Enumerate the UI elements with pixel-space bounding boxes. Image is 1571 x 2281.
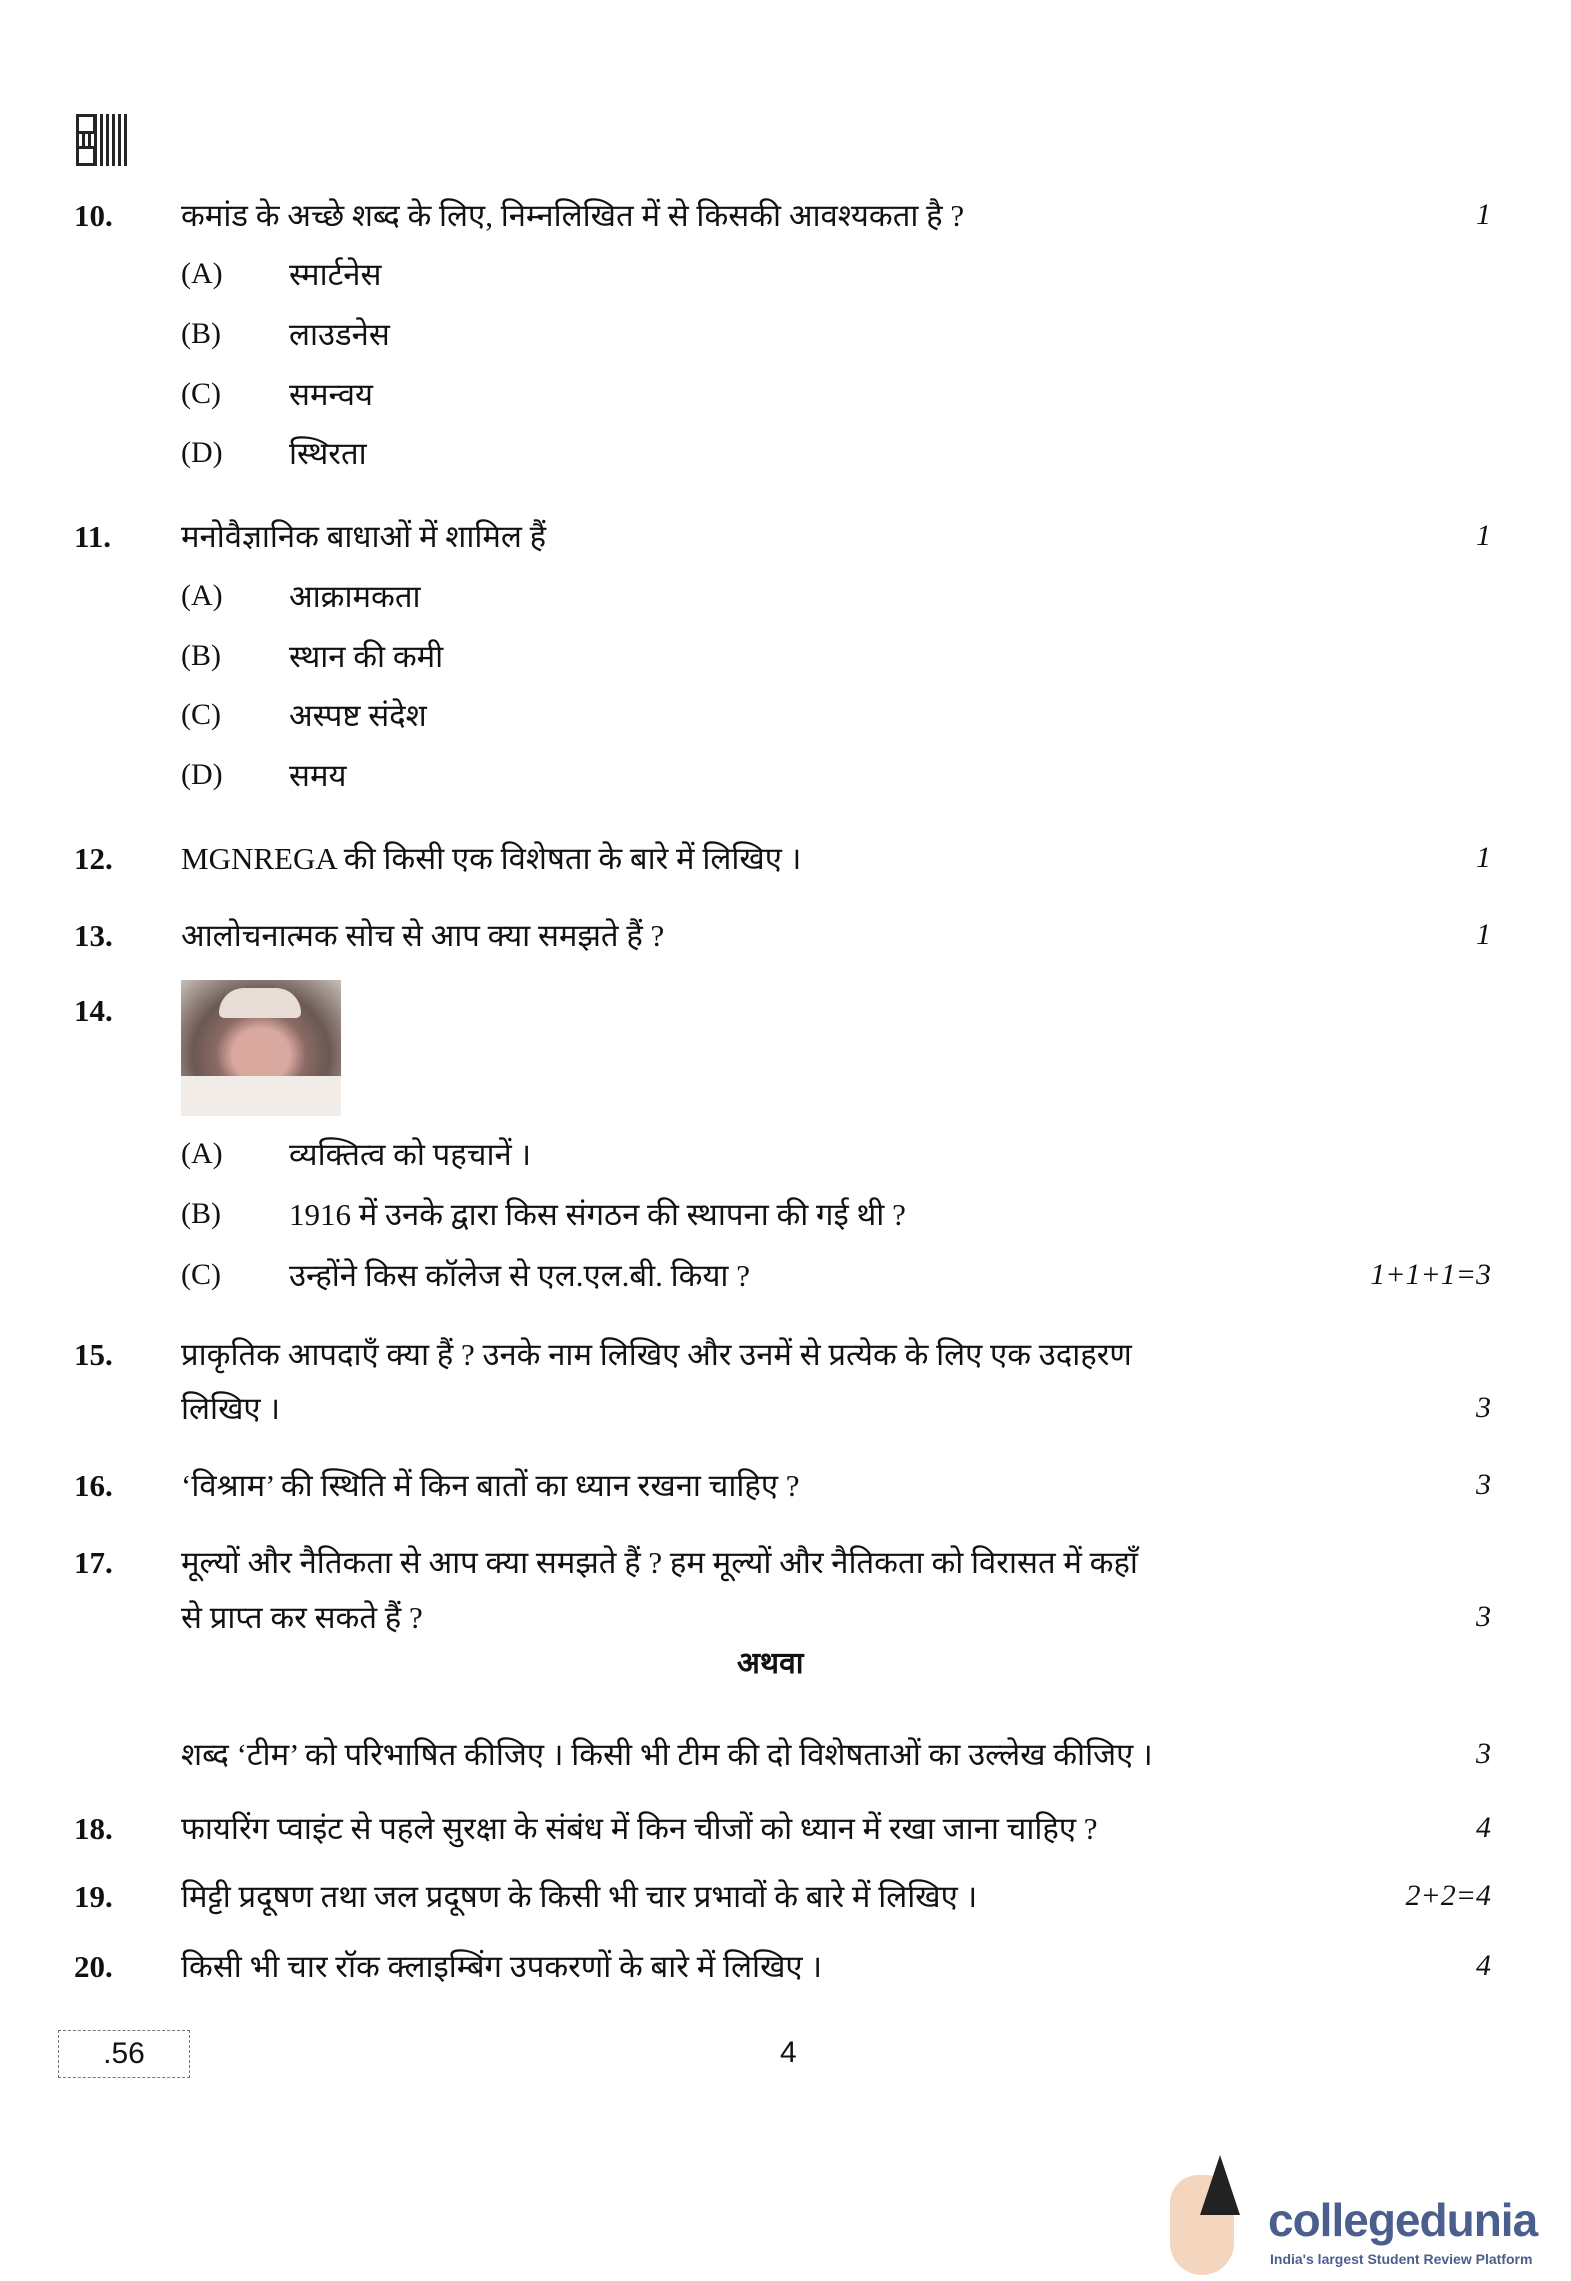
question-text: ‘विश्राम’ की स्थिति में किन बातों का ध्यान रखना चाहिए ? (181, 1468, 800, 1503)
question-marks: 3 (1476, 1600, 1491, 1633)
question-number: 20. (74, 1949, 113, 1984)
option-text: आक्रामकता (289, 579, 421, 614)
question-text: MGNREGA की किसी एक विशेषता के बारे में लिखिए । (181, 841, 802, 876)
question-text: आलोचनात्मक सोच से आप क्या समझते हैं ? (181, 918, 665, 953)
alternative-question-text: शब्द ‘टीम’ को परिभाषित कीजिए । किसी भी टीम की दो विशेषताओं का उल्लेख कीजिए । (181, 1737, 1153, 1772)
graduation-cap-icon (1200, 2155, 1240, 2215)
question-number: 17. (74, 1545, 113, 1580)
brand-tagline: India's largest Student Review Platform (1270, 2251, 1533, 2267)
option-label: (A) (181, 579, 223, 612)
question-marks: 1+1+1=3 (1370, 1258, 1491, 1291)
option-label: (D) (181, 436, 223, 469)
question-marks: 1 (1476, 519, 1491, 552)
option-label: (D) (181, 758, 223, 791)
page-number: 4 (780, 2036, 797, 2069)
question-text-cont: से प्राप्त कर सकते हैं ? (181, 1600, 423, 1635)
question-text: कमांड के अच्छे शब्द के लिए, निम्नलिखित में से किसकी आवश्यकता है ? (181, 198, 965, 233)
option-label: (C) (181, 377, 221, 410)
question-number: 10. (74, 198, 113, 233)
option-text: 1916 में उनके द्वारा किस संगठन की स्थापना की गई थी ? (289, 1197, 906, 1232)
question-number: 13. (74, 918, 113, 953)
option-label: (A) (181, 1137, 223, 1170)
alternative-question-marks: 3 (1476, 1737, 1491, 1770)
brand-name: collegedunia (1268, 2194, 1538, 2246)
question-text: फायरिंग प्वाइंट से पहले सुरक्षा के संबंध में किन चीजों को ध्यान में रखा जाना चाहिए ? (181, 1811, 1098, 1846)
question-number: 15. (74, 1337, 113, 1372)
or-label: अथवा (737, 1647, 804, 1680)
portrait-photo (181, 980, 341, 1116)
question-text: प्राकृतिक आपदाएँ क्या हैं ? उनके नाम लिखिए और उनमें से प्रत्येक के लिए एक उदाहरण (181, 1337, 1132, 1372)
question-text-cont: लिखिए । (181, 1391, 281, 1426)
question-marks: 1 (1476, 918, 1491, 951)
option-label: (B) (181, 317, 221, 350)
option-label: (A) (181, 257, 223, 290)
question-number: 12. (74, 841, 113, 876)
option-text: समय (289, 758, 347, 793)
question-marks: 4 (1476, 1949, 1491, 1982)
question-marks: 1 (1476, 198, 1491, 231)
option-text: स्मार्टनेस (289, 257, 382, 292)
option-text: उन्होंने किस कॉलेज से एल.एल.बी. किया ? (289, 1258, 750, 1293)
question-number: 19. (74, 1879, 113, 1914)
option-label: (C) (181, 698, 221, 731)
question-number: 16. (74, 1468, 113, 1503)
question-marks: 4 (1476, 1811, 1491, 1844)
option-text: व्यक्तित्व को पहचानें । (289, 1137, 532, 1172)
option-text: स्थिरता (289, 436, 367, 471)
qr-code (76, 114, 128, 166)
question-text: मनोवैज्ञानिक बाधाओं में शामिल हैं (181, 519, 547, 554)
option-text: अस्पष्ट संदेश (289, 698, 427, 733)
option-text: लाउडनेस (289, 317, 390, 352)
paper-code-box: .56 (58, 2030, 190, 2078)
option-label: (C) (181, 1258, 221, 1291)
question-text: किसी भी चार रॉक क्लाइम्बिंग उपकरणों के बारे में लिखिए । (181, 1949, 823, 1984)
option-text: स्थान की कमी (289, 639, 444, 674)
question-number: 14. (74, 993, 113, 1028)
collegedunia-watermark (1160, 2155, 1571, 2281)
option-label: (B) (181, 639, 221, 672)
question-text: मिट्टी प्रदूषण तथा जल प्रदूषण के किसी भी चार प्रभावों के बारे में लिखिए । (181, 1879, 978, 1914)
question-number: 11. (74, 519, 112, 554)
option-label: (B) (181, 1197, 221, 1230)
question-marks: 1 (1476, 841, 1491, 874)
question-marks: 3 (1476, 1391, 1491, 1424)
question-marks: 3 (1476, 1468, 1491, 1501)
question-text: मूल्यों और नैतिकता से आप क्या समझते हैं ? हम मूल्यों और नैतिकता को विरासत में कहाँ (181, 1545, 1138, 1580)
option-text: समन्वय (289, 377, 373, 412)
question-number: 18. (74, 1811, 113, 1846)
question-marks: 2+2=4 (1405, 1879, 1491, 1912)
